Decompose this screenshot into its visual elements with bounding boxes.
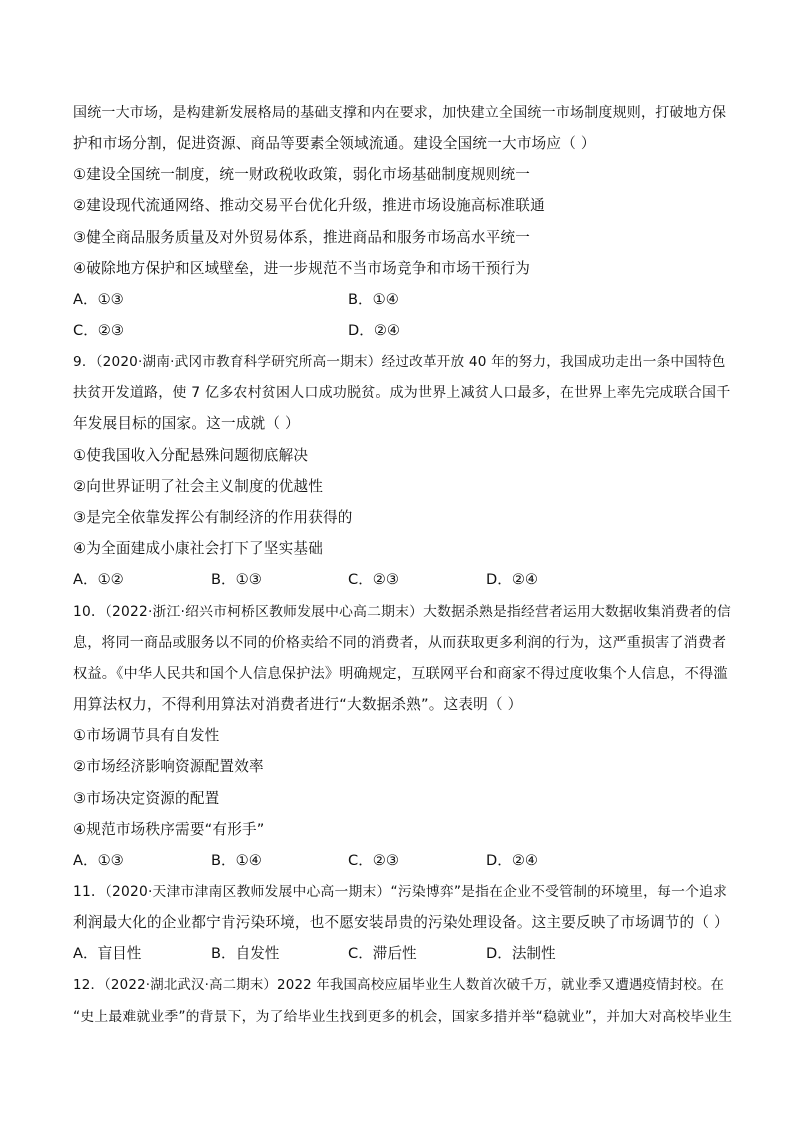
q11-line-1: 11．（2020·天津市津南区教师发展中心高一期末）“污染博弈”是指在企业不受管制的环境里，每一个追求 xyxy=(73,884,728,900)
q8-option-d: D．②④ xyxy=(348,322,400,339)
q11-line-2: 利润最大化的企业都宁肯污染环境，也不愿安装昂贵的污染处理设备。这主要反映了市场调节的（ ） xyxy=(73,914,729,931)
q9-option-b: B．①③ xyxy=(211,571,262,588)
q11-option-c: C．滞后性 xyxy=(348,945,417,962)
q9-statement-1: ①使我国收入分配悬殊问题彻底解决 xyxy=(73,447,309,464)
q10-statement-2: ②市场经济影响资源配置效率 xyxy=(73,758,264,775)
q8-statement-2: ②建设现代流通网络、推动交易平台优化升级，推进市场设施高标准联通 xyxy=(73,197,545,214)
q9-line-1: 9．（2020·湖南·武冈市教育科学研究所高一期末）经过改革开放 40 年的努力，我国成功走出一条中国特色 xyxy=(73,354,726,370)
q10-statement-4: ④规范市场秩序需要“有形手” xyxy=(73,821,265,838)
q10-line-4: 用算法权力，不得利用算法对消费者进行“大数据杀熟”。这表明（ ） xyxy=(73,696,523,713)
q10-option-d: D．②④ xyxy=(486,852,538,869)
q9-statement-4: ④为全面建成小康社会打下了坚实基础 xyxy=(73,540,323,557)
q10-option-b: B．①④ xyxy=(211,852,262,869)
q8-option-a: A．①③ xyxy=(73,291,124,308)
q8-statement-3: ③健全商品服务质量及对外贸易体系，推进商品和服务市场高水平统一 xyxy=(73,229,531,246)
q9-line-3: 年发展目标的国家。这一成就（ ） xyxy=(73,415,300,432)
q9-statement-3: ③是完全依靠发挥公有制经济的作用获得的 xyxy=(73,509,353,526)
q9-option-d: D．②④ xyxy=(486,571,538,588)
q10-option-a: A．①③ xyxy=(73,852,124,869)
q10-statement-1: ①市场调节具有自发性 xyxy=(73,727,220,744)
q9-option-a: A．①② xyxy=(73,571,124,588)
q8-statement-1: ①建设全国统一制度，统一财政税收政策，弱化市场基础制度规则统一 xyxy=(73,166,531,183)
q8-line-1: 国统一大市场，是构建新发展格局的基础支撑和内在要求，加快建立全国统一市场制度规则，打破地方保 xyxy=(73,105,727,121)
q12-line-1: 12．（2022·湖北武汉·高二期末）2022 年我国高校应届毕业生人数首次破千万，就业季又遭遇疫情封校。在 xyxy=(73,978,725,993)
q8-statement-4: ④破除地方保护和区域壁垒，进一步规范不当市场竞争和市场干预行为 xyxy=(73,260,531,277)
q10-option-c: C．②③ xyxy=(348,852,399,869)
q11-option-a: A．盲目性 xyxy=(73,945,142,962)
q9-line-2: 扶贫开发道路，使 7 亿多农村贫困人口成功脱贫。成为世界上减贫人口最多，在世界上率先完成联合国千 xyxy=(73,385,731,401)
q10-line-2: 息，将同一商品或服务以不同的价格卖给不同的消费者，从而获取更多利润的行为，这严重损害了消费者 xyxy=(73,635,727,651)
q8-option-b: B．①④ xyxy=(348,291,399,308)
q12-line-2: “史上最难就业季”的背景下，为了给毕业生找到更多的机会，国家多措并举“稳就业”，并加大对高校毕业生 xyxy=(73,1009,733,1025)
q8-line-2: 护和市场分割，促进资源、商品等要素全领域流通。建设全国统一大市场应（ ） xyxy=(73,135,596,152)
q10-statement-3: ③市场决定资源的配置 xyxy=(73,790,220,807)
q8-option-c: C．②③ xyxy=(73,322,124,339)
q10-line-3: 权益。《中华人民共和国个人信息保护法》明确规定，互联网平台和商家不得过度收集个人信息，不得滥 xyxy=(73,666,728,682)
q11-option-b: B．自发性 xyxy=(211,945,280,962)
q9-option-c: C．②③ xyxy=(348,571,399,588)
q10-line-1: 10．（2022·浙江·绍兴市柯桥区教师发展中心高二期末）大数据杀熟是指经营者运用大数据收集消费者的信 xyxy=(73,604,732,620)
q9-statement-2: ②向世界证明了社会主义制度的优越性 xyxy=(73,478,323,495)
q11-option-d: D．法制性 xyxy=(486,945,556,962)
